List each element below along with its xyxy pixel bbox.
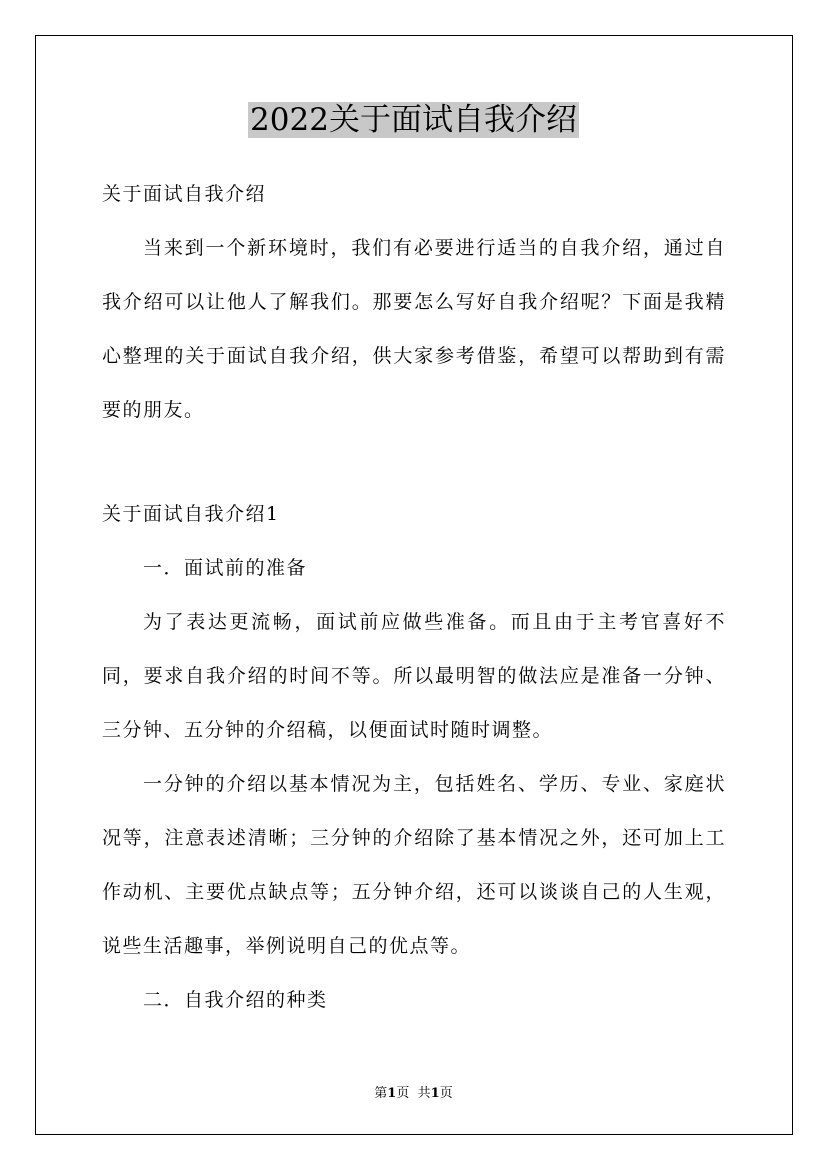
heading-section-1: 关于面试自我介绍1 (102, 503, 280, 525)
intro-paragraph: 当来到一个新环境时，我们有必要进行适当的自我介绍，通过自我介绍可以让他人了解我们。那要怎么写好自我介绍呢？下面是我精心整理的关于面试自我介绍，供大家参考借鉴，希望可以帮助到有需要的朋友。 (102, 237, 726, 421)
subheading-preparation: 一．面试前的准备 (143, 557, 308, 579)
heading-intro: 关于面试自我介绍 (102, 183, 267, 205)
page-footer (0, 1082, 827, 1101)
subheading-types: 二．自我介绍的种类 (143, 989, 328, 1011)
footer-page-prefix: 第 (374, 1086, 388, 1101)
paragraph-preparation: 为了表达更流畅，面试前应做些准备。而且由于主考官喜好不同，要求自我介绍的时间不等。所以最明智的做法应是准备一分钟、三分钟、五分钟的介绍稿，以便面试时随时调整。 (102, 611, 726, 741)
footer-total-suffix: 页 (439, 1086, 453, 1101)
document-body (102, 167, 726, 1027)
document-title-text: 2022关于面试自我介绍 (250, 102, 577, 138)
spacer (102, 437, 726, 487)
footer-page-number: 1 (387, 1086, 397, 1101)
footer-total-prefix: 共 (417, 1086, 431, 1101)
footer-total-number: 1 (430, 1086, 440, 1101)
paragraph-duration: 一分钟的介绍以基本情况为主，包括姓名、学历、专业、家庭状况等，注意表述清晰；三分钟的介绍除了基本情况之外，还可加上工作动机、主要优点缺点等；五分钟介绍，还可以谈谈自己的人生观，说些生活趣事，举例说明自己的优点等。 (102, 773, 726, 957)
document-title (0, 98, 827, 142)
footer-page-suffix: 页 (396, 1086, 410, 1101)
